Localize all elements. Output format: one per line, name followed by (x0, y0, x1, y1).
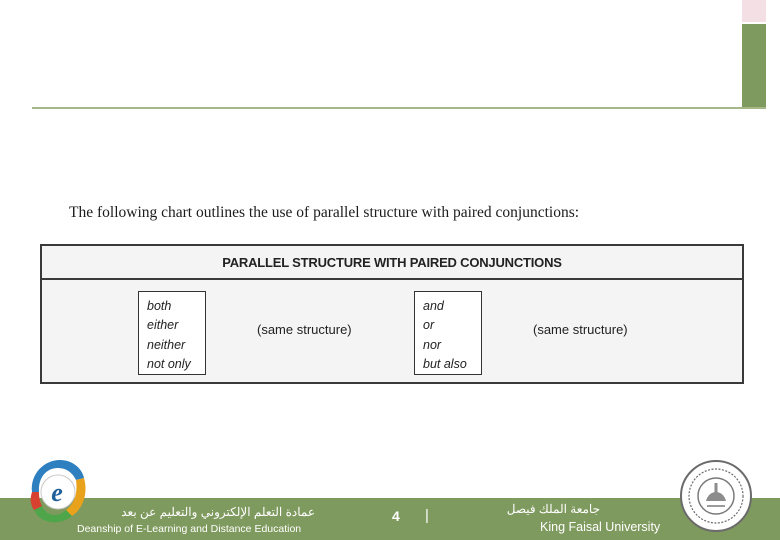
left-conjunction-word: both (147, 299, 172, 313)
left-conjunctions-box (138, 291, 206, 375)
left-structure-label: (same structure) (257, 322, 352, 337)
right-conjunction-word: nor (423, 337, 442, 352)
side-accent-green (742, 24, 766, 108)
chart-header (42, 246, 742, 280)
right-structure-label: (same structure) (533, 322, 628, 337)
header-divider (32, 107, 766, 109)
deanship-english-name: Deanship of E-Learning and Distance Education (77, 523, 302, 535)
right-conjunction-word: but also (423, 357, 467, 372)
left-conjunction-word: either (147, 318, 179, 333)
chart-title: PARALLEL STRUCTURE WITH PAIRED CONJUNCTIONS (222, 254, 562, 270)
intro-text: The following chart outlines the use of parallel structure with paired conjunctions: (69, 204, 580, 221)
svg-text:e: e (51, 478, 63, 507)
university-arabic-name: جامعة الملك فيصل (506, 502, 600, 516)
left-conjunction-word: not only (147, 357, 191, 372)
footer-bar (0, 498, 780, 540)
university-seal-icon (679, 459, 753, 533)
university-english-name: King Faisal University (540, 520, 661, 534)
right-conjunction-word: or (423, 318, 435, 333)
right-conjunctions-box (414, 291, 482, 375)
left-conjunction-word: neither (147, 337, 186, 352)
elearning-logo-icon (26, 456, 88, 528)
page-separator: | (425, 507, 429, 524)
conjunction-chart (40, 244, 744, 384)
right-conjunction-word: and (423, 299, 444, 313)
deanship-arabic-name: عمادة التعلم الإلكتروني والتعليم عن بعد (121, 505, 315, 519)
side-accent-pink (742, 0, 766, 22)
page-number: 4 (392, 508, 400, 524)
